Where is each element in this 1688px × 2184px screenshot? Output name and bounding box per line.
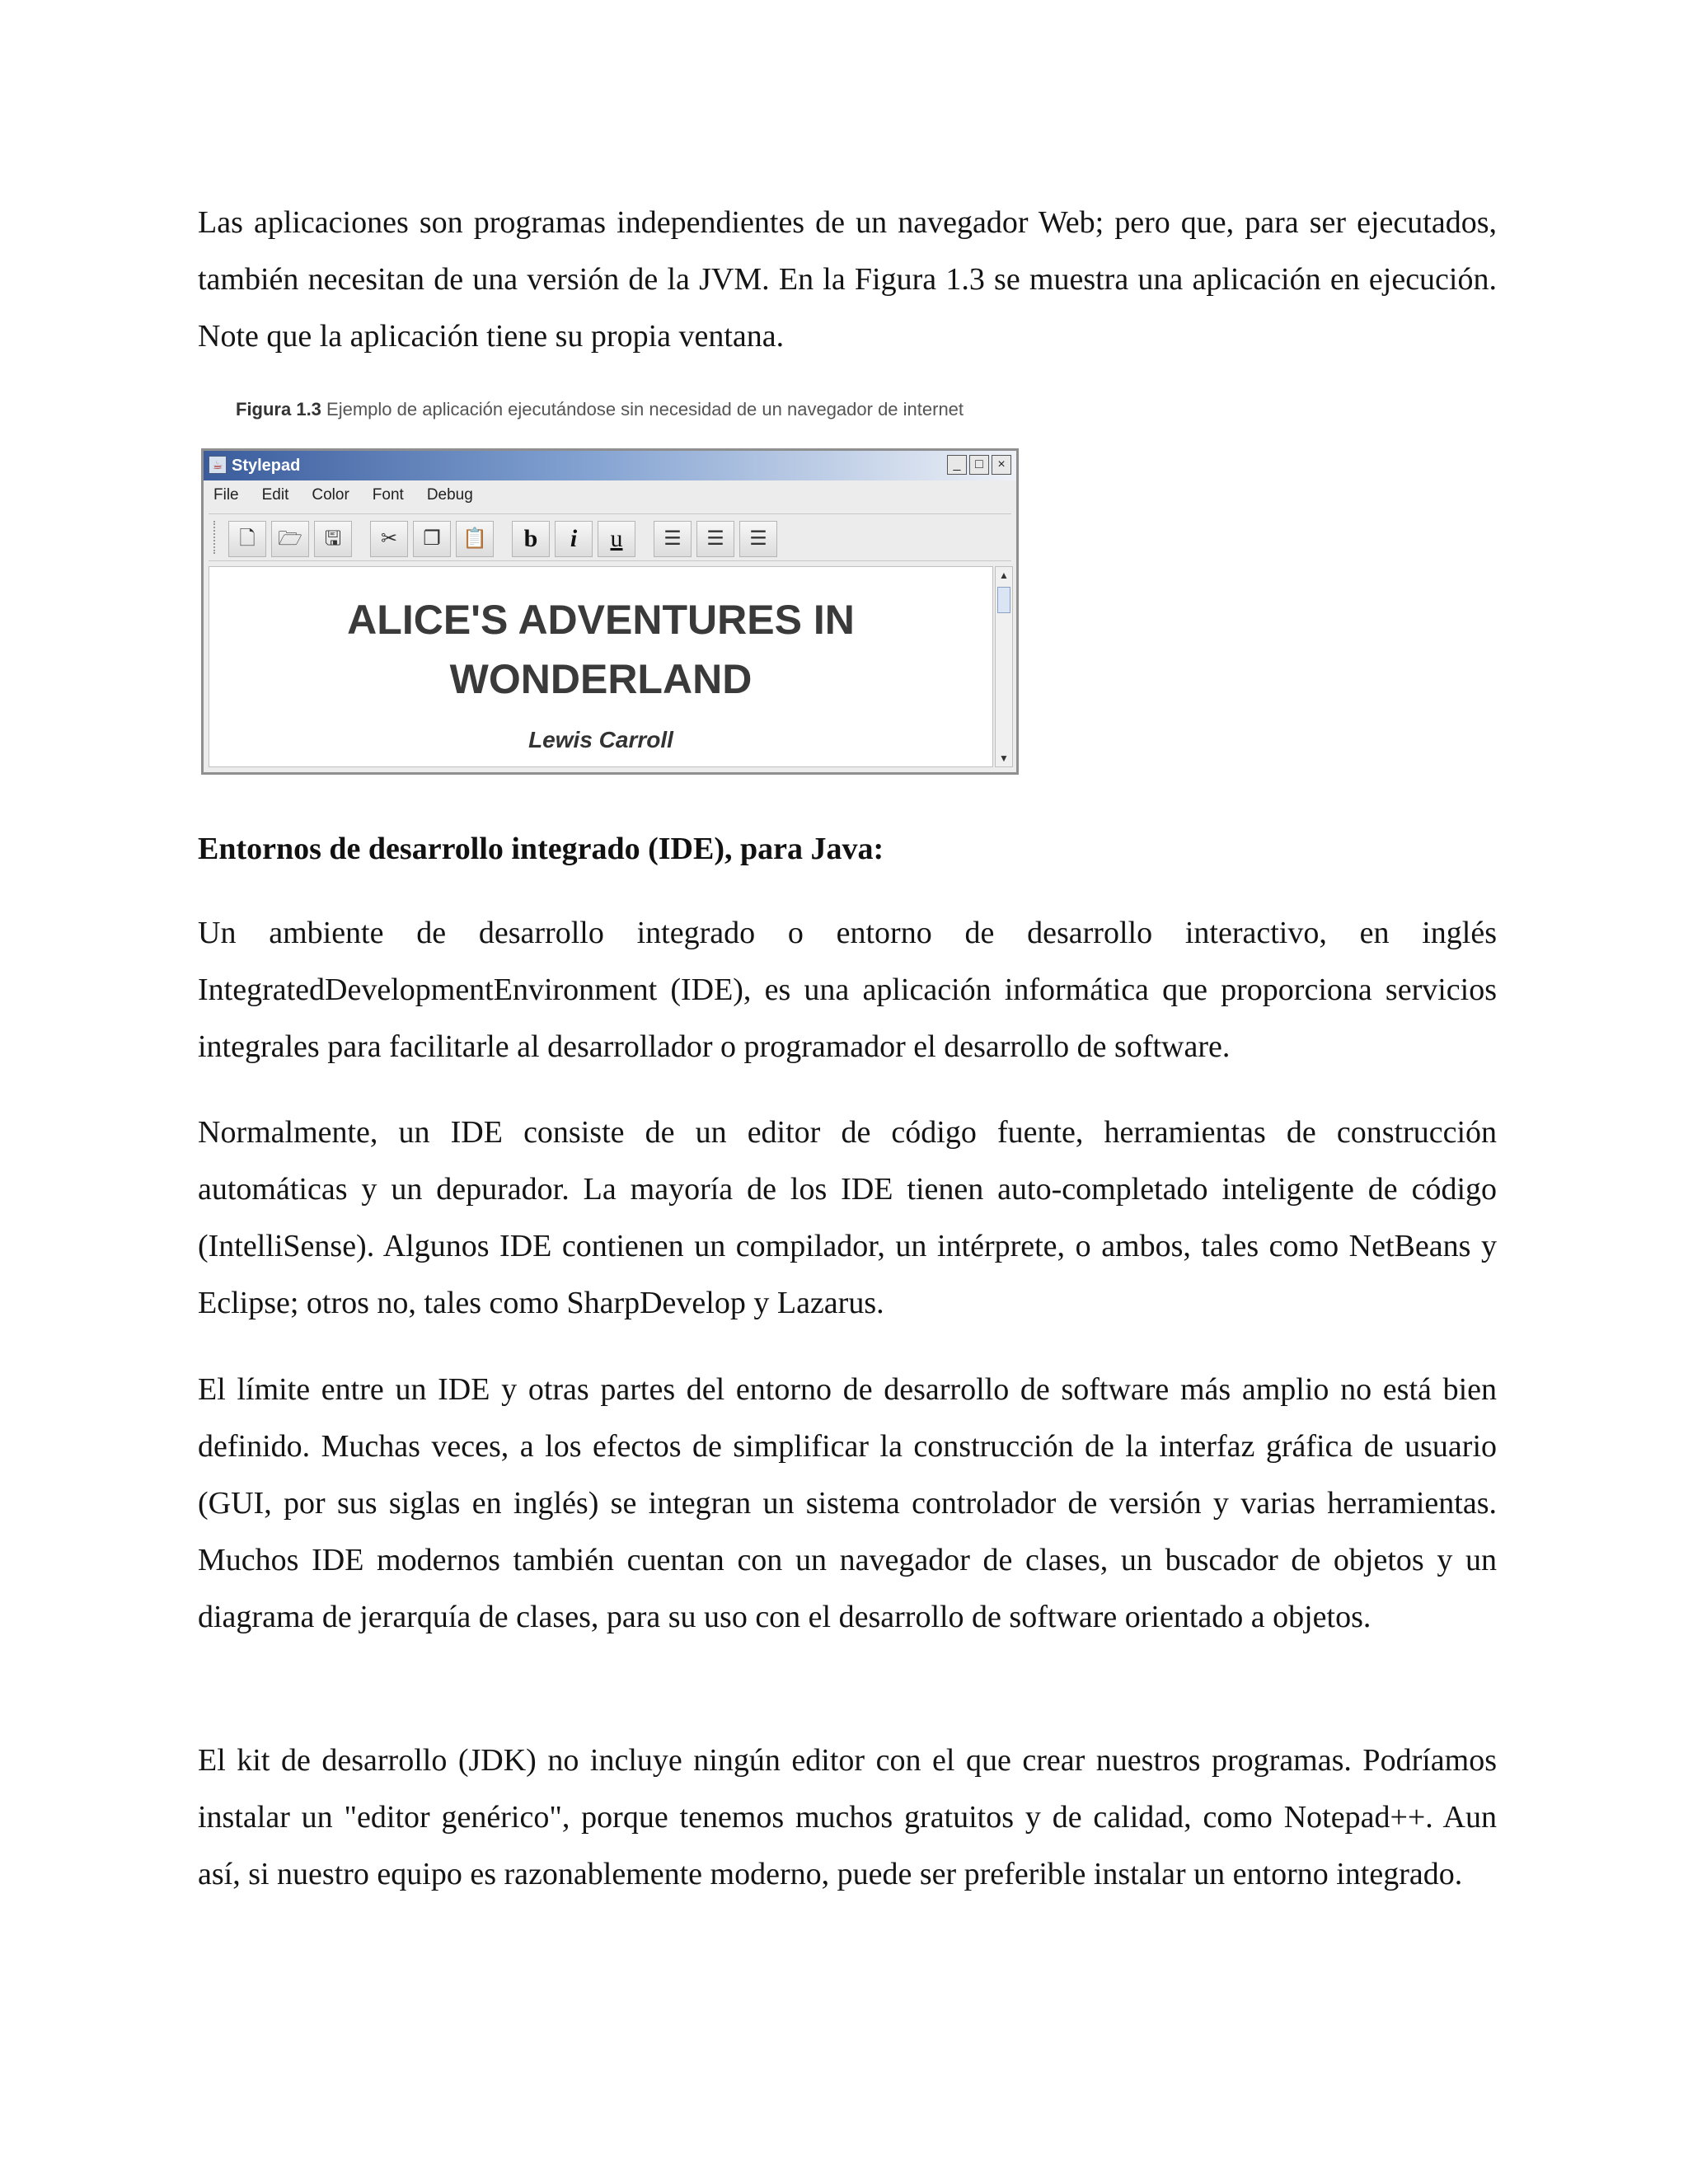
editor-content bbox=[209, 566, 993, 767]
window-toolbar bbox=[209, 513, 1011, 561]
menu-edit: Edit bbox=[261, 486, 289, 504]
window-titlebar bbox=[204, 451, 1016, 480]
stylepad-window bbox=[201, 448, 1019, 775]
paste-icon: 📋 bbox=[456, 521, 494, 557]
align-right-icon: ☰ bbox=[739, 521, 777, 557]
menu-file: File bbox=[213, 486, 239, 504]
menu-debug: Debug bbox=[426, 486, 473, 504]
save-icon: 🖫 bbox=[314, 521, 352, 557]
book-author: Lewis Carroll bbox=[528, 727, 673, 752]
window-menubar bbox=[210, 484, 476, 507]
window-title: Stylepad bbox=[232, 457, 301, 475]
close-icon: × bbox=[992, 455, 1011, 475]
cut-icon: ✂ bbox=[370, 521, 408, 557]
new-file-icon: 🗋 bbox=[228, 521, 266, 557]
scroll-up-icon: ▲ bbox=[999, 569, 1009, 581]
vertical-scrollbar bbox=[995, 566, 1013, 767]
underline-button: u bbox=[598, 521, 635, 557]
scroll-down-icon: ▼ bbox=[999, 752, 1009, 764]
paragraph-applications: Las aplicaciones son programas independientes de un navegador Web; pero que, para ser ejecutados, también necesitan de una versión de la JVM. En la Figura 1.3 se muestra una aplicación en ejecución. Note que la aplicación tiene su propia ventana. bbox=[198, 205, 1497, 354]
open-folder-icon: 🗁 bbox=[271, 521, 309, 557]
copy-icon: ❐ bbox=[413, 521, 451, 557]
scroll-thumb bbox=[997, 587, 1010, 613]
align-center-icon: ☰ bbox=[696, 521, 734, 557]
italic-button: i bbox=[555, 521, 593, 557]
paragraph-jdk-editor: El kit de desarrollo (JDK) no incluye ningún editor con el que crear nuestros programas. Podríamos instalar un "editor genérico", porque tenemos muchos gratuitos y de calidad, como Notepad++. Aun así, si nuestro equipo es razonablemente moderno, puede ser preferible instalar un entorno integrado. bbox=[198, 1743, 1497, 1891]
menu-color: Color bbox=[312, 486, 349, 504]
paragraph-ide-components: Normalmente, un IDE consiste de un editor de código fuente, herramientas de construcción automáticas y un depurador. La mayoría de los IDE tienen auto-completado inteligente de código (IntelliSense). Algunos IDE contienen un compilador, un intérprete, o ambos, tales como NetBeans y Eclipse; otros no, tales como SharpDevelop y Lazarus. bbox=[198, 1115, 1497, 1320]
window-controls bbox=[947, 455, 1011, 475]
menu-font: Font bbox=[372, 486, 404, 504]
bold-button: b bbox=[512, 521, 550, 557]
toolbar-grip bbox=[213, 521, 220, 554]
java-app-icon: ☕ bbox=[209, 456, 227, 474]
align-left-icon: ☰ bbox=[654, 521, 692, 557]
book-title-line-2: WONDERLAND bbox=[449, 656, 753, 702]
figure-caption bbox=[236, 399, 964, 420]
figure-caption-text: Ejemplo de aplicación ejecutándose sin necesidad de un navegador de internet bbox=[326, 399, 964, 419]
maximize-icon: □ bbox=[969, 455, 989, 475]
figure-caption-label: Figura 1.3 bbox=[236, 399, 321, 419]
book-title-line-1: ALICE'S ADVENTURES IN bbox=[347, 597, 855, 643]
minimize-icon: _ bbox=[947, 455, 967, 475]
section-heading: Entornos de desarrollo integrado (IDE), para Java: bbox=[198, 832, 884, 866]
paragraph-ide-limits: El límite entre un IDE y otras partes del entorno de desarrollo de software más amplio no está bien definido. Muchas veces, a los efectos de simplificar la construcción de la interfaz gráfica de usuario (GUI, por sus siglas en inglés) se integran un sistema controlador de versión y varias herramientas. Muchos IDE modernos también cuentan con un navegador de clases, un buscador de objetos y un diagrama de jerarquía de clases, para su uso con el desarrollo de software orientado a objetos. bbox=[198, 1372, 1497, 1634]
paragraph-ide-definition: Un ambiente de desarrollo integrado o entorno de desarrollo interactivo, en inglés IntegratedDevelopmentEnvironment (IDE), es una aplicación informática que proporciona servicios integrales para facilitarle al desarrollador o programador el desarrollo de software. bbox=[198, 916, 1497, 1064]
book-title bbox=[209, 590, 992, 709]
